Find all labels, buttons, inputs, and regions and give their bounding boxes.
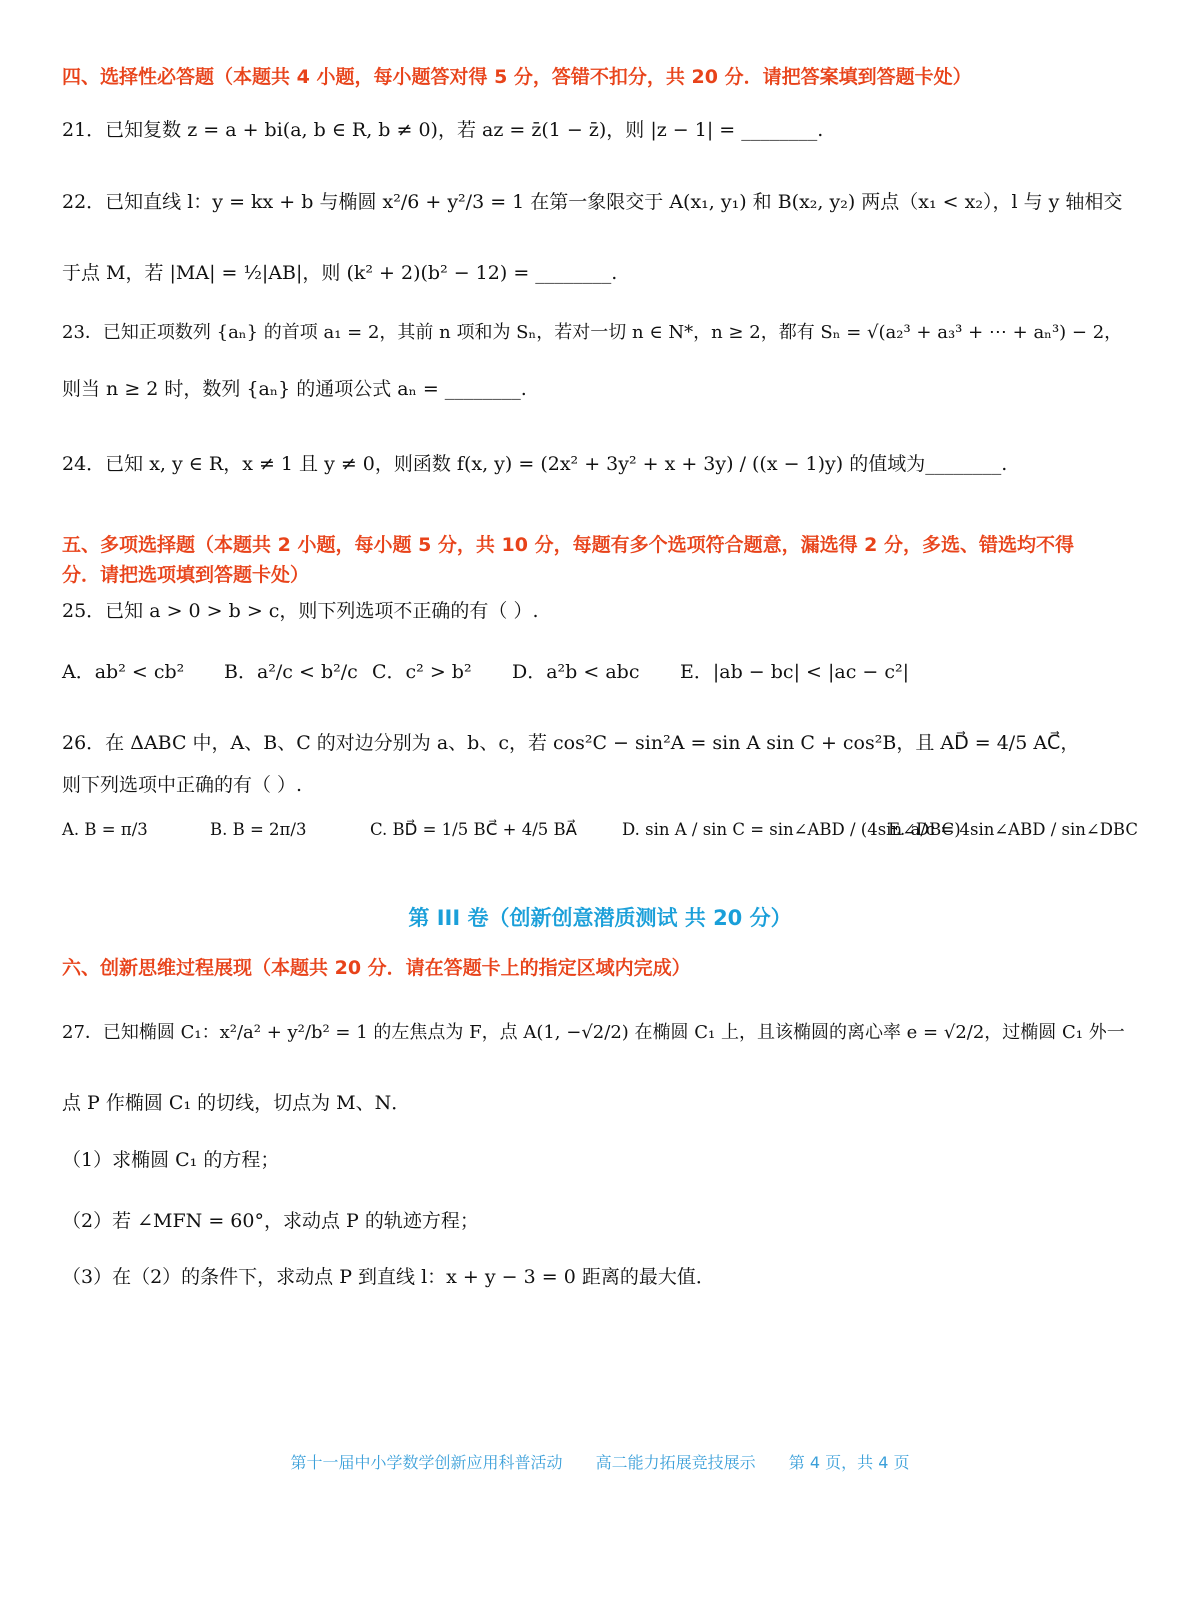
question-22-line1: 22．已知直线 l：y = kx + b 与椭圆 x²/6 + y²/3 = 1 在第一象限交于 A(x₁, y₁) 和 B(x₂, y₂) 两点（x₁ < x₂），l 与 y 轴相交	[62, 191, 1123, 213]
question-27-part1: （1）求椭圆 C₁ 的方程；	[62, 1149, 280, 1171]
page-footer	[0, 1448, 1200, 1478]
section5-heading-line1: 五、多项选择题（本题共 2 小题，每小题 5 分，共 10 分，每题有多个选项符合题意，漏选得 2 分，多选、错选均不得	[62, 534, 1075, 556]
q26-option-a: A. B = π/3	[62, 820, 148, 839]
part3-title: 第 III 卷（创新创意潜质测试 共 20 分）	[408, 906, 792, 930]
question-23-line1: 23．已知正项数列 {aₙ} 的首项 a₁ = 2，其前 n 项和为 Sₙ，若对一切 n ∈ N*，n ≥ 2，都有 Sₙ = √(a₂³ + a₃³ + ⋯ + aₙ³) − 2，	[62, 322, 1123, 343]
q26-option-b: B. B = 2π/3	[210, 820, 307, 839]
q25-option-d: D．a²b < abc	[512, 661, 640, 683]
question-27-part2: （2）若 ∠MFN = 60°，求动点 P 的轨迹方程；	[62, 1210, 479, 1232]
q26-option-c: C. BD⃗ = 1/5 BC⃗ + 4/5 BA⃗	[370, 820, 577, 839]
section4-heading: 四、选择性必答题（本题共 4 小题，每小题答对得 5 分，答错不扣分，共 20 分．请把答案填到答题卡处）	[62, 66, 972, 88]
q26-option-d: D. sin A / sin C = sin∠ABD / (4sin∠DBC)	[622, 820, 961, 839]
footer-grade: 高二能力拓展竞技展示	[595, 1453, 756, 1472]
section5-heading-line2: 分．请把选项填到答题卡处）	[62, 564, 310, 586]
question-22-line2: 于点 M，若 |MA| = ½|AB|，则 (k² + 2)(b² − 12) = ________.	[62, 262, 618, 284]
q25-option-b: B．a²/c < b²/c	[224, 661, 358, 683]
question-21: 21．已知复数 z = a + bi(a, b ∈ R, b ≠ 0)，若 az = z̄(1 − z̄)，则 |z − 1| = ________.	[62, 119, 824, 141]
q26-option-e: E. a/c = 4sin∠ABD / sin∠DBC	[888, 820, 1138, 839]
question-27-line2: 点 P 作椭圆 C₁ 的切线，切点为 M、N．	[62, 1092, 411, 1114]
question-26-line2: 则下列选项中正确的有（ ）.	[62, 774, 303, 796]
q25-option-c: C．c² > b²	[372, 661, 472, 683]
question-27-part3: （3）在（2）的条件下，求动点 P 到直线 l：x + y − 3 = 0 距离的最大值．	[62, 1266, 715, 1288]
question-25: 25．已知 a > 0 > b > c，则下列选项不正确的有（ ）.	[62, 600, 539, 622]
question-23-line2: 则当 n ≥ 2 时，数列 {aₙ} 的通项公式 aₙ = ________.	[62, 378, 527, 400]
question-24: 24．已知 x, y ∈ R，x ≠ 1 且 y ≠ 0，则函数 f(x, y) = (2x² + 3y² + x + 3y) / ((x − 1)y) 的值域为________.	[62, 453, 1008, 475]
question-27-line1: 27．已知椭圆 C₁：x²/a² + y²/b² = 1 的左焦点为 F，点 A(1, −√2/2) 在椭圆 C₁ 上，且该椭圆的离心率 e = √2/2，过椭圆 C₁ 外一	[62, 1022, 1125, 1043]
section6-heading: 六、创新思维过程展现（本题共 20 分．请在答题卡上的指定区域内完成）	[62, 957, 691, 979]
q25-option-e: E．|ab − bc| < |ac − c²|	[680, 661, 909, 683]
footer-page-number: 第 4 页，共 4 页	[788, 1453, 910, 1472]
q25-option-a: A．ab² < cb²	[62, 661, 185, 683]
question-26-line1: 26．在 ΔABC 中，A、B、C 的对边分别为 a、b、c，若 cos²C − sin²A = sin A sin C + cos²B，且 AD⃗ = 4/5 AC⃗，	[62, 732, 1080, 754]
footer-event: 第十一届中小学数学创新应用科普活动	[290, 1453, 563, 1472]
